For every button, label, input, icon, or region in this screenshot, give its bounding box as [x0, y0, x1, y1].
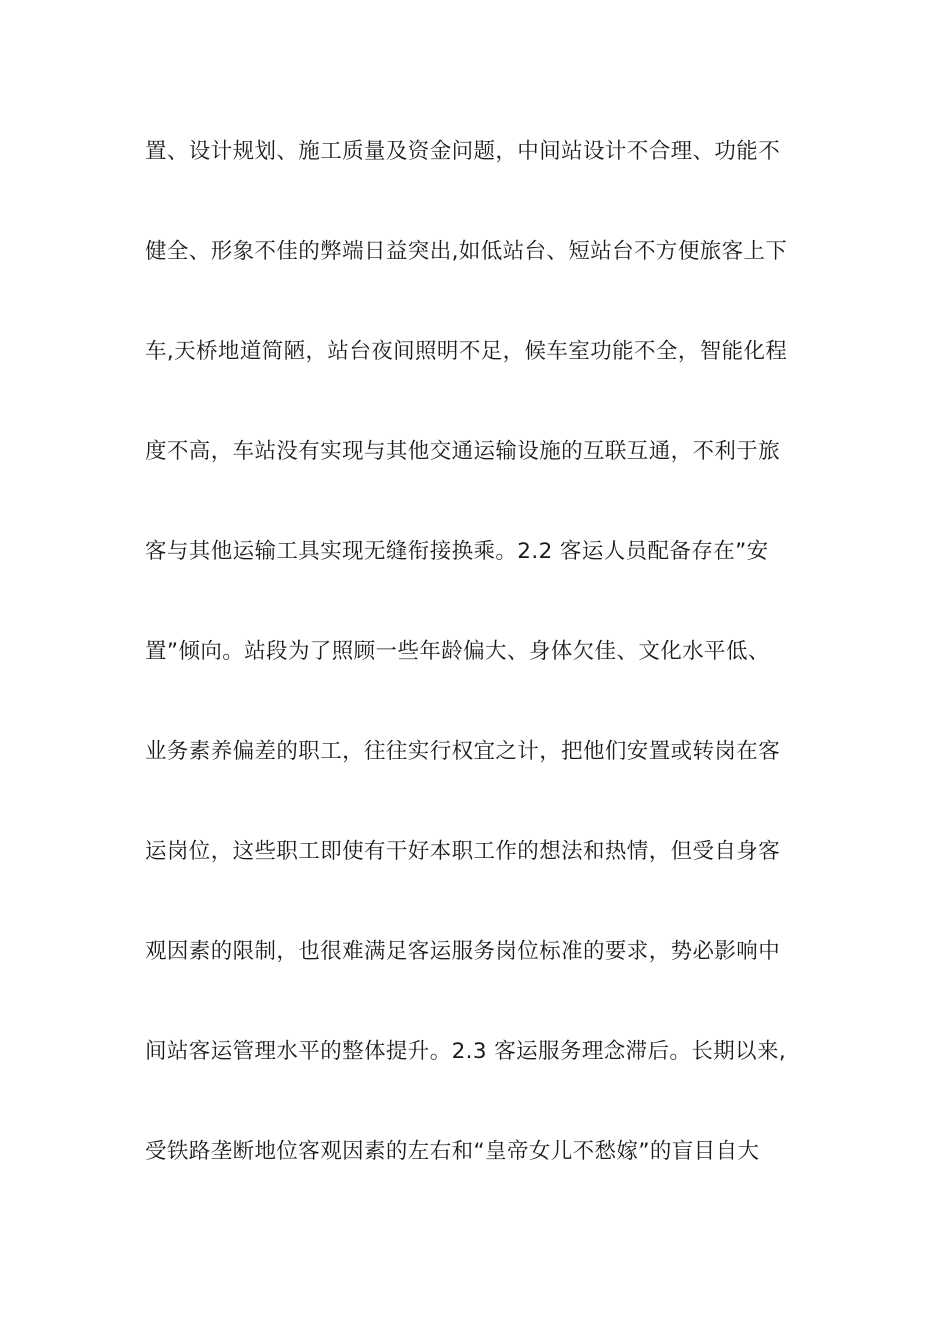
- text-line: 置”倾向。站段为了照顾一些年龄偏大、身体欠佳、文化水平低、: [145, 639, 770, 664]
- text-line: 观因素的限制，也很难满足客运服务岗位标准的要求，势必影响中: [145, 939, 781, 964]
- text-line: 健全、形象不佳的弊端日益突出,如低站台、短站台不方便旅客上下: [145, 239, 788, 264]
- text-line: 受铁路垄断地位客观因素的左右和“皇帝女儿不愁嫁”的盲目自大: [145, 1139, 760, 1164]
- text-line: 运岗位，这些职工即使有干好本职工作的想法和热情，但受自身客: [145, 839, 781, 864]
- text-line: 间站客运管理水平的整体提升。2.3 客运服务理念滞后。长期以来,: [145, 1039, 787, 1064]
- text-line: 客与其他运输工具实现无缝衔接换乘。2.2 客运人员配备存在”安: [145, 539, 769, 564]
- text-line: 业务素养偏差的职工，往往实行权宜之计，把他们安置或转岗在客: [145, 739, 781, 764]
- text-line: 置、设计规划、施工质量及资金问题，中间站设计不合理、功能不: [145, 139, 781, 164]
- body-paragraph: [145, 134, 810, 1234]
- text-line: 度不高，车站没有实现与其他交通运输设施的互联互通，不利于旅: [145, 439, 781, 464]
- text-line: 车,天桥地道简陋，站台夜间照明不足，候车室功能不全，智能化程: [145, 339, 788, 364]
